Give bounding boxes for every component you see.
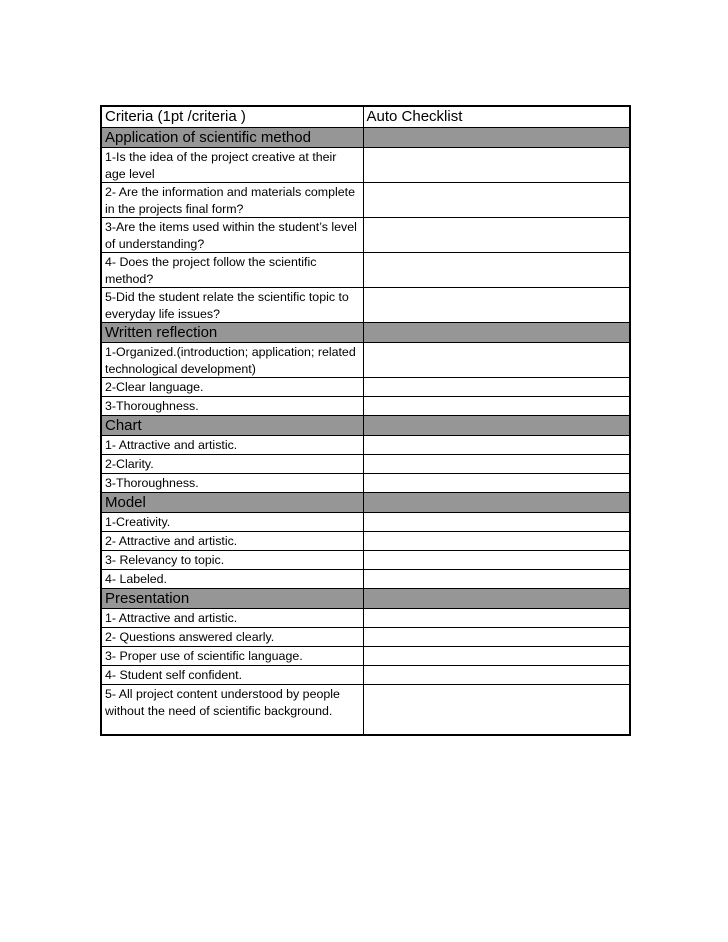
checklist-cell[interactable] [363,183,630,218]
section-title: Model [101,493,363,513]
section-checklist-cell [363,416,630,436]
section-row [101,416,630,436]
criterion-text: 4- Student self confident. [101,666,363,685]
criterion-text: 2-Clarity. [101,455,363,474]
criterion-text: 1- Attractive and artistic. [101,436,363,455]
criterion-row [101,148,630,183]
rubric-table [100,105,631,736]
checklist-cell[interactable] [363,253,630,288]
checklist-cell[interactable] [363,288,630,323]
checklist-cell[interactable] [363,685,630,736]
criterion-row [101,436,630,455]
checklist-cell[interactable] [363,148,630,183]
criterion-row [101,343,630,378]
criterion-row [101,183,630,218]
checklist-cell[interactable] [363,647,630,666]
checklist-cell[interactable] [363,343,630,378]
criterion-text: 3- Proper use of scientific language. [101,647,363,666]
criterion-row [101,685,630,736]
criterion-text: 3-Are the items used within the student’s level of understanding? [101,218,363,253]
criterion-text: 1-Creativity. [101,513,363,532]
checklist-cell[interactable] [363,218,630,253]
criterion-text: 1-Is the idea of the project creative at their age level [101,148,363,183]
checklist-header: Auto Checklist [363,106,630,128]
section-title: Application of scientific method [101,128,363,148]
section-row [101,493,630,513]
criterion-row [101,378,630,397]
section-title: Presentation [101,589,363,609]
section-checklist-cell [363,323,630,343]
section-title: Written reflection [101,323,363,343]
criterion-text: 2-Clear language. [101,378,363,397]
criterion-text: 5- All project content understood by people without the need of scientific background. [101,685,363,736]
criterion-row [101,647,630,666]
criterion-text: 1-Organized.(introduction; application; related technological development) [101,343,363,378]
criterion-text: 4- Does the project follow the scientific method? [101,253,363,288]
section-row [101,128,630,148]
checklist-cell[interactable] [363,666,630,685]
checklist-cell[interactable] [363,455,630,474]
criteria-header: Criteria (1pt /criteria ) [101,106,363,128]
criterion-row [101,609,630,628]
checklist-cell[interactable] [363,551,630,570]
checklist-cell[interactable] [363,628,630,647]
checklist-cell[interactable] [363,436,630,455]
criterion-row [101,551,630,570]
criterion-text: 3-Thoroughness. [101,397,363,416]
criterion-row [101,666,630,685]
checklist-cell[interactable] [363,397,630,416]
criterion-text: 2- Attractive and artistic. [101,532,363,551]
criterion-text: 5-Did the student relate the scientific topic to everyday life issues? [101,288,363,323]
checklist-cell[interactable] [363,609,630,628]
criterion-row [101,253,630,288]
criterion-text: 2- Are the information and materials complete in the projects final form? [101,183,363,218]
section-row [101,589,630,609]
criterion-text: 3- Relevancy to topic. [101,551,363,570]
section-checklist-cell [363,589,630,609]
criterion-row [101,218,630,253]
criterion-row [101,288,630,323]
criterion-row [101,532,630,551]
criterion-text: 2- Questions answered clearly. [101,628,363,647]
criterion-row [101,455,630,474]
criterion-row [101,474,630,493]
criterion-row [101,570,630,589]
criterion-text: 1- Attractive and artistic. [101,609,363,628]
rubric-body [101,106,630,735]
section-checklist-cell [363,128,630,148]
section-checklist-cell [363,493,630,513]
header-row [101,106,630,128]
section-title: Chart [101,416,363,436]
criterion-row [101,628,630,647]
criterion-text: 4- Labeled. [101,570,363,589]
checklist-cell[interactable] [363,513,630,532]
criterion-row [101,397,630,416]
criterion-row [101,513,630,532]
checklist-cell[interactable] [363,378,630,397]
criterion-text: 3-Thoroughness. [101,474,363,493]
checklist-cell[interactable] [363,474,630,493]
checklist-cell[interactable] [363,570,630,589]
section-row [101,323,630,343]
checklist-cell[interactable] [363,532,630,551]
